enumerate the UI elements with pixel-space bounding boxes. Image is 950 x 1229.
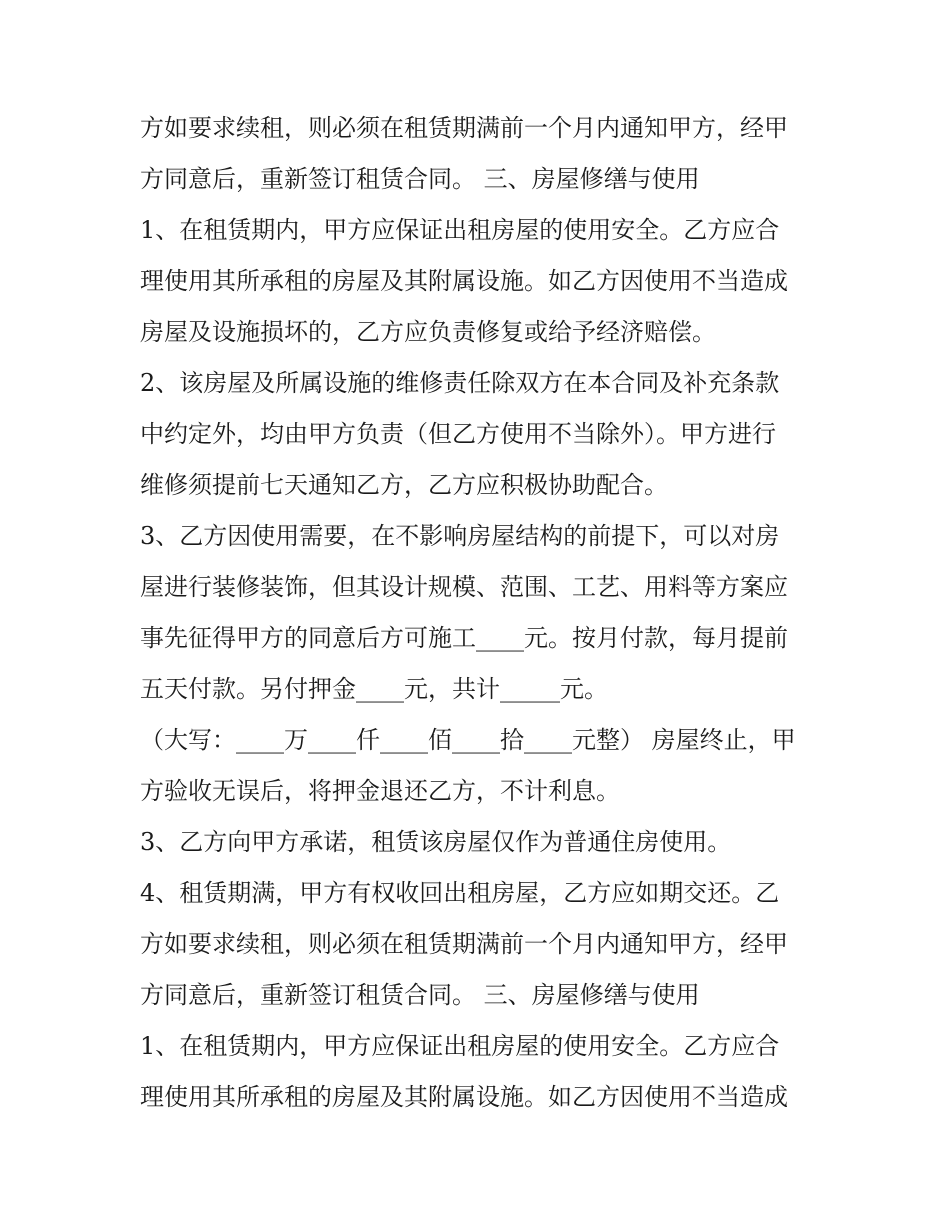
text-line: 维修须提前七天通知乙方，乙方应积极协助配合。	[140, 471, 668, 499]
text-line: 1、在租赁期内，甲方应保证出租房屋的使用安全。乙方应合	[140, 216, 780, 244]
text-line: 方如要求续租，则必须在租赁期满前一个月内通知甲方，经甲	[140, 114, 788, 142]
text-line: 事先征得甲方的同意后方可施工____元。按月付款，每月提前	[140, 624, 788, 652]
text-line: 理使用其所承租的房屋及其附属设施。如乙方因使用不当造成	[140, 267, 788, 295]
text-line: 房屋及设施损坏的，乙方应负责修复或给予经济赔偿。	[140, 318, 716, 346]
text-line: 屋进行装修装饰，但其设计规模、范围、工艺、用料等方案应	[140, 573, 788, 601]
text-line: 方同意后，重新签订租赁合同。 三、房屋修缮与使用	[140, 981, 700, 1009]
text-line: （大写：____万____仟____佰____拾____元整） 房屋终止，甲	[140, 726, 796, 754]
text-line: 2、该房屋及所属设施的维修责任除双方在本合同及补充条款	[140, 369, 780, 397]
document-body	[140, 103, 830, 1123]
text-line: 五天付款。另付押金____元，共计_____元。	[140, 675, 608, 703]
text-line: 中约定外，均由甲方负责（但乙方使用不当除外）。甲方进行	[140, 420, 776, 448]
text-line: 方如要求续租，则必须在租赁期满前一个月内通知甲方，经甲	[140, 930, 788, 958]
text-line: 理使用其所承租的房屋及其附属设施。如乙方因使用不当造成	[140, 1083, 788, 1111]
text-line: 方验收无误后，将押金退还乙方，不计利息。	[140, 777, 620, 805]
text-line: 3、乙方向甲方承诺，租赁该房屋仅作为普通住房使用。	[140, 828, 732, 856]
text-line: 4、租赁期满，甲方有权收回出租房屋，乙方应如期交还。乙	[140, 879, 780, 907]
text-line: 方同意后，重新签订租赁合同。 三、房屋修缮与使用	[140, 165, 700, 193]
text-line: 3、乙方因使用需要，在不影响房屋结构的前提下，可以对房	[140, 522, 780, 550]
text-line: 1、在租赁期内，甲方应保证出租房屋的使用安全。乙方应合	[140, 1032, 780, 1060]
